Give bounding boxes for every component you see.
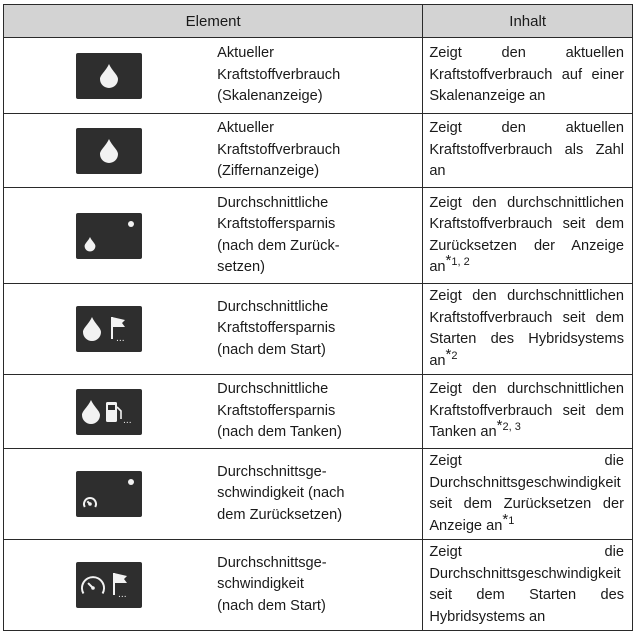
icon-cell (4, 38, 214, 114)
element-name-line: Kraftstoffverbrauch (217, 66, 341, 83)
element-name (213, 540, 423, 631)
icon-cell (4, 375, 214, 449)
speedometer-with-flag-icon (76, 562, 142, 608)
content-text: Zeigt den aktuellen Kraftstoffverbrauch als Zahl an (429, 120, 624, 180)
icon-cell (4, 114, 214, 188)
svg-text:...: ... (122, 415, 132, 426)
element-name (213, 114, 423, 188)
icon-cell (4, 284, 214, 375)
element-name-line: (nach dem Start) (217, 341, 326, 358)
table-row (4, 449, 633, 540)
element-name-line: Kraftstoffersparnis (217, 320, 336, 337)
element-name-line: setzen) (217, 259, 266, 275)
element-name-line: Durchschnittsge- (217, 463, 327, 480)
element-content (423, 114, 633, 188)
element-name-line: Kraftstoffersparnis (217, 402, 336, 419)
footnote-marker: *2 (445, 345, 458, 363)
footnote-marker: *1 (502, 510, 515, 528)
header-element: Element (4, 5, 423, 38)
element-name-line: schwindigkeit (217, 576, 304, 593)
element-name-line: Durchschnittliche (217, 381, 329, 398)
element-name (213, 284, 423, 375)
element-name-line: (Ziffernanzeige) (217, 163, 320, 180)
element-name-line: Aktueller (217, 45, 274, 62)
header-row (4, 5, 633, 38)
speedometer-with-reset-dot-icon (76, 471, 142, 517)
footnote-marker: *1, 2 (445, 252, 470, 269)
element-content (423, 284, 633, 375)
drop-icon (76, 128, 142, 174)
element-name-line: Aktueller (217, 120, 274, 137)
content-text: Zeigt den durchschnittlichen Kraftstoffverbrauch seit dem Tanken an (429, 381, 624, 441)
icon-cell (4, 188, 214, 284)
table-row (4, 375, 633, 449)
element-content (423, 375, 633, 449)
element-name-line: (nach dem Tanken) (217, 424, 342, 441)
element-name (213, 375, 423, 449)
header-inhalt: Inhalt (423, 5, 633, 38)
content-text: Zeigt die Durchschnittsgeschwindigkeit seit dem Starten des Hybridsystems an (429, 544, 624, 625)
table-row (4, 188, 633, 284)
content-text: Zeigt den durchschnittlichen Kraftstoffverbrauch seit dem Starten des Hybridsystems an (429, 288, 624, 369)
element-content (423, 188, 633, 284)
element-name-line: Durchschnittliche (217, 298, 329, 315)
element-name-line: Kraftstoffverbrauch (217, 141, 341, 158)
drop-with-reset-dot-icon (76, 213, 142, 259)
element-name-line: (nach dem Start) (217, 597, 326, 614)
element-name (213, 38, 423, 114)
content-text: Zeigt den aktuellen Kraftstoffverbrauch auf einer Skalenanzeige an (429, 45, 624, 105)
table-body (4, 38, 633, 631)
element-name-line: Durchschnittliche (217, 194, 329, 211)
element-name (213, 188, 423, 284)
element-name-line: schwindigkeit (nach (217, 485, 345, 502)
table-row (4, 284, 633, 375)
table-row (4, 38, 633, 114)
element-name (213, 449, 423, 540)
element-content (423, 38, 633, 114)
footnote-marker: *2, 3 (496, 417, 521, 435)
info-table (3, 4, 633, 631)
element-content (423, 449, 633, 540)
element-name-line: (Skalenanzeige) (217, 88, 323, 105)
content-text: Zeigt die Durchschnittsgeschwindigkeit seit dem Zurücksetzen der Anzeige an (429, 453, 624, 534)
element-name-line: Durchschnittsge- (217, 554, 327, 571)
drop-icon (76, 53, 142, 99)
element-content (423, 540, 633, 631)
drop-with-fuel-pump-icon (76, 389, 142, 435)
svg-text:...: ... (117, 590, 127, 600)
table-row (4, 114, 633, 188)
table-row (4, 540, 633, 631)
element-name-line: (nach dem Zurück- (217, 237, 340, 254)
content-text: Zeigt den durchschnittlichen Kraftstoffverbrauch seit dem Zurücksetzen der Anzeige an (429, 194, 624, 275)
icon-cell (4, 540, 214, 631)
svg-text:...: ... (115, 334, 125, 344)
icon-cell (4, 449, 214, 540)
drop-with-flag-icon (76, 306, 142, 352)
element-name-line: dem Zurücksetzen) (217, 506, 343, 523)
element-name-line: Kraftstoffersparnis (217, 216, 336, 232)
